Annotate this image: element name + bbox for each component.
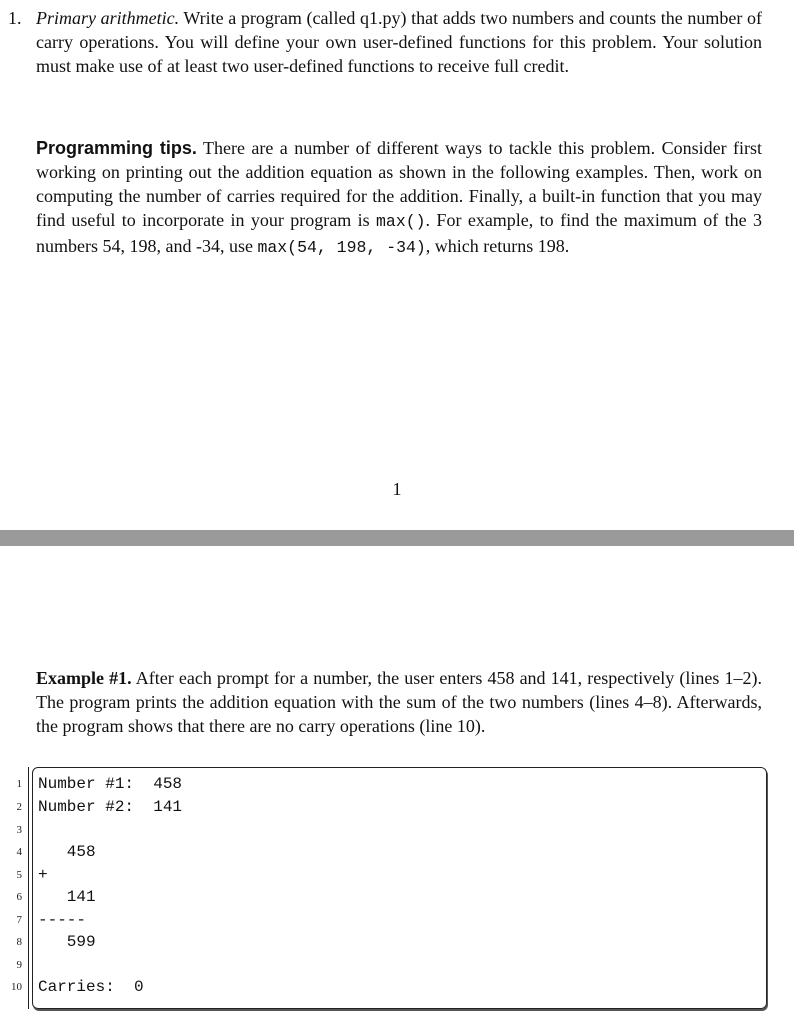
tips-paragraph xyxy=(36,136,762,260)
example-heading: Example #1. xyxy=(36,668,132,688)
line-number: 8 xyxy=(16,936,22,948)
code-line: Number #1: 458 xyxy=(38,775,183,793)
code-line: 599 xyxy=(38,933,96,951)
line-number: 3 xyxy=(16,824,22,836)
code-line: Carries: 0 xyxy=(38,978,144,996)
code-line: ----- xyxy=(38,911,87,929)
line-number: 9 xyxy=(16,959,22,971)
page-number: 1 xyxy=(392,479,402,499)
tips-code-max-example: max(54, 198, -34) xyxy=(257,238,426,257)
tips-heading: Programming tips. xyxy=(36,138,197,158)
line-number: 6 xyxy=(16,891,22,903)
tips-text-3: , which returns 198. xyxy=(425,236,570,256)
code-line: Number #2: 141 xyxy=(38,798,183,816)
tips-text-2: . For example, to find the maximum of the 3 numbers 54, 198, and -34, use xyxy=(36,210,762,256)
line-number: 1 xyxy=(16,778,22,790)
question-text-after-file: ) that adds two numbers and counts the number of carry operations. You will define your own user-defined functions for this problem. Your solution must make use of at least two user-defined functions to receive full credit. xyxy=(36,8,763,76)
question-title: Primary arithmetic. xyxy=(36,8,180,28)
line-number: 5 xyxy=(16,869,22,881)
line-number: 4 xyxy=(16,846,22,858)
question-paragraph xyxy=(8,6,763,78)
question-number: 1. xyxy=(8,8,22,28)
question-filename: q1.py xyxy=(360,8,401,28)
tips-text-1: There are a number of different ways to tackle this problem. Consider first working on printing out the addition equation as shown in the following examples. Then, work on computing the number of carries required for the addition. Finally, a built-in function that you may find useful to incorporate in your program is xyxy=(36,138,762,230)
code-gutter-divider xyxy=(28,767,29,1009)
code-line: + xyxy=(38,866,48,884)
tips-code-max: max() xyxy=(376,212,426,231)
line-number: 2 xyxy=(16,801,22,813)
line-number: 7 xyxy=(16,914,22,926)
line-number: 10 xyxy=(11,981,22,993)
code-line: 141 xyxy=(38,888,96,906)
question-text-before-file: Write a program (called xyxy=(179,8,361,28)
page-separator xyxy=(0,530,794,546)
example-paragraph xyxy=(36,666,762,738)
code-line: 458 xyxy=(38,843,96,861)
example-text: After each prompt for a number, the user enters 458 and 141, respectively (lines 1–2). The program prints the addition equation with the sum of the two numbers (lines 4–8). Afterwards, the program shows that there are no carry operations (line 10). xyxy=(36,668,762,736)
